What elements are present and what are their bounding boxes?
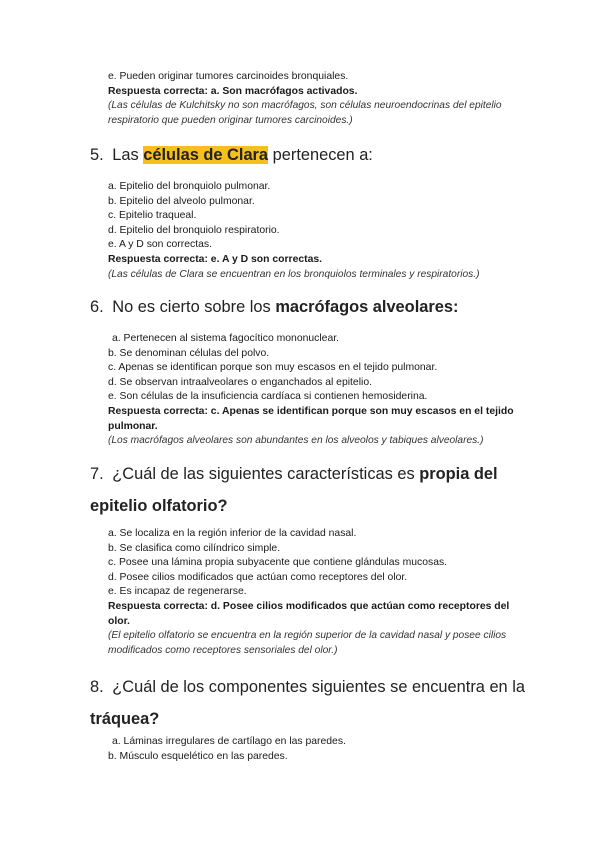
question-text: ¿Cuál de las siguientes características es — [112, 465, 415, 483]
bold-term: macrófagos alveolares: — [275, 298, 459, 316]
explanation-note: (Los macrófagos alveolares son abundantes en los alveolos y tabiques alveolares.) — [108, 435, 484, 447]
question-text: Las — [112, 146, 139, 164]
option-e: e. Es incapaz de regenerarse. — [108, 586, 247, 598]
option-b: b. Se clasifica como cilíndrico simple. — [108, 542, 281, 554]
explanation-note: (Las células de Kulchitsky no son macrófagos, son células neuroendocrinas del epitelio respiratorio que pueden originar tumores carcinoides.) — [108, 100, 502, 126]
option-a: a. Pertenecen al sistema fagocítico mononuclear. — [112, 333, 339, 344]
explanation-note: (Las células de Clara se encuentran en los bronquiolos terminales y respiratorios.) — [108, 268, 480, 280]
question-number: 8. — [90, 678, 104, 696]
question-7-heading — [90, 458, 510, 522]
prev-question-tail — [108, 70, 528, 128]
option-d: d. Epitelio del bronquiolo respiratorio. — [108, 224, 280, 236]
option-e: e. Son células de la insuficiencia cardíaca si contienen hemosiderina. — [108, 391, 428, 403]
option-c: c. Apenas se identifican porque son muy escasos en el tejido pulmonar. — [108, 362, 438, 374]
option-d: d. Se observan intraalveolares o enganchados al epitelio. — [108, 376, 372, 388]
question-5-options — [108, 180, 528, 282]
question-6-heading — [90, 291, 530, 323]
question-7-options — [108, 527, 528, 658]
question-6-options — [108, 332, 528, 449]
option-a: a. Láminas irregulares de cartílago en las paredes. — [112, 736, 346, 747]
option-b: b. Se denominan células del polvo. — [108, 347, 270, 359]
question-number: 7. — [90, 465, 104, 483]
highlighted-term: células de Clara — [143, 146, 269, 164]
correct-answer: Respuesta correcta: e. A y D son correctas. — [108, 253, 323, 265]
option-b: b. Epitelio del alveolo pulmonar. — [108, 195, 255, 207]
question-text-end: pertenecen a: — [272, 146, 373, 164]
question-5-heading — [90, 139, 530, 171]
option-a: a. Se localiza en la región inferior de la cavidad nasal. — [108, 528, 357, 539]
question-text: No es cierto sobre los — [112, 298, 271, 316]
option-b: b. Músculo esquelético en las paredes. — [108, 750, 288, 762]
option-c: c. Epitelio traqueal. — [108, 210, 197, 222]
explanation-note: (El epitelio olfatorio se encuentra en la región superior de la cavidad nasal y posee cilios modificados como receptores sensoriales del olor.) — [108, 630, 507, 656]
correct-answer: Respuesta correcta: a. Son macrófagos activados. — [108, 85, 358, 97]
correct-answer: Respuesta correcta: c. Apenas se identifican porque son muy escasos en el tejido pulmonar. — [108, 405, 514, 432]
question-8-heading — [90, 671, 530, 735]
option-a: a. Epitelio del bronquiolo pulmonar. — [108, 181, 271, 192]
bold-term: tráquea? — [90, 710, 160, 728]
correct-answer: Respuesta correcta: d. Posee cilios modificados que actúan como receptores del olor. — [108, 600, 510, 627]
option-e: e. A y D son correctas. — [108, 239, 212, 251]
question-text: ¿Cuál de los componentes siguientes se encuentra en la — [112, 678, 525, 696]
question-number: 5. — [90, 146, 104, 164]
option-d: d. Posee cilios modificados que actúan como receptores del olor. — [108, 571, 408, 583]
bold-term: propia del epitelio olfatorio? — [90, 465, 498, 515]
question-8-options — [108, 735, 528, 764]
question-number: 6. — [90, 298, 104, 316]
option-c: c. Posee una lámina propia subyacente que contiene glándulas mucosas. — [108, 557, 448, 569]
option-e: e. Pueden originar tumores carcinoides bronquiales. — [108, 71, 349, 82]
